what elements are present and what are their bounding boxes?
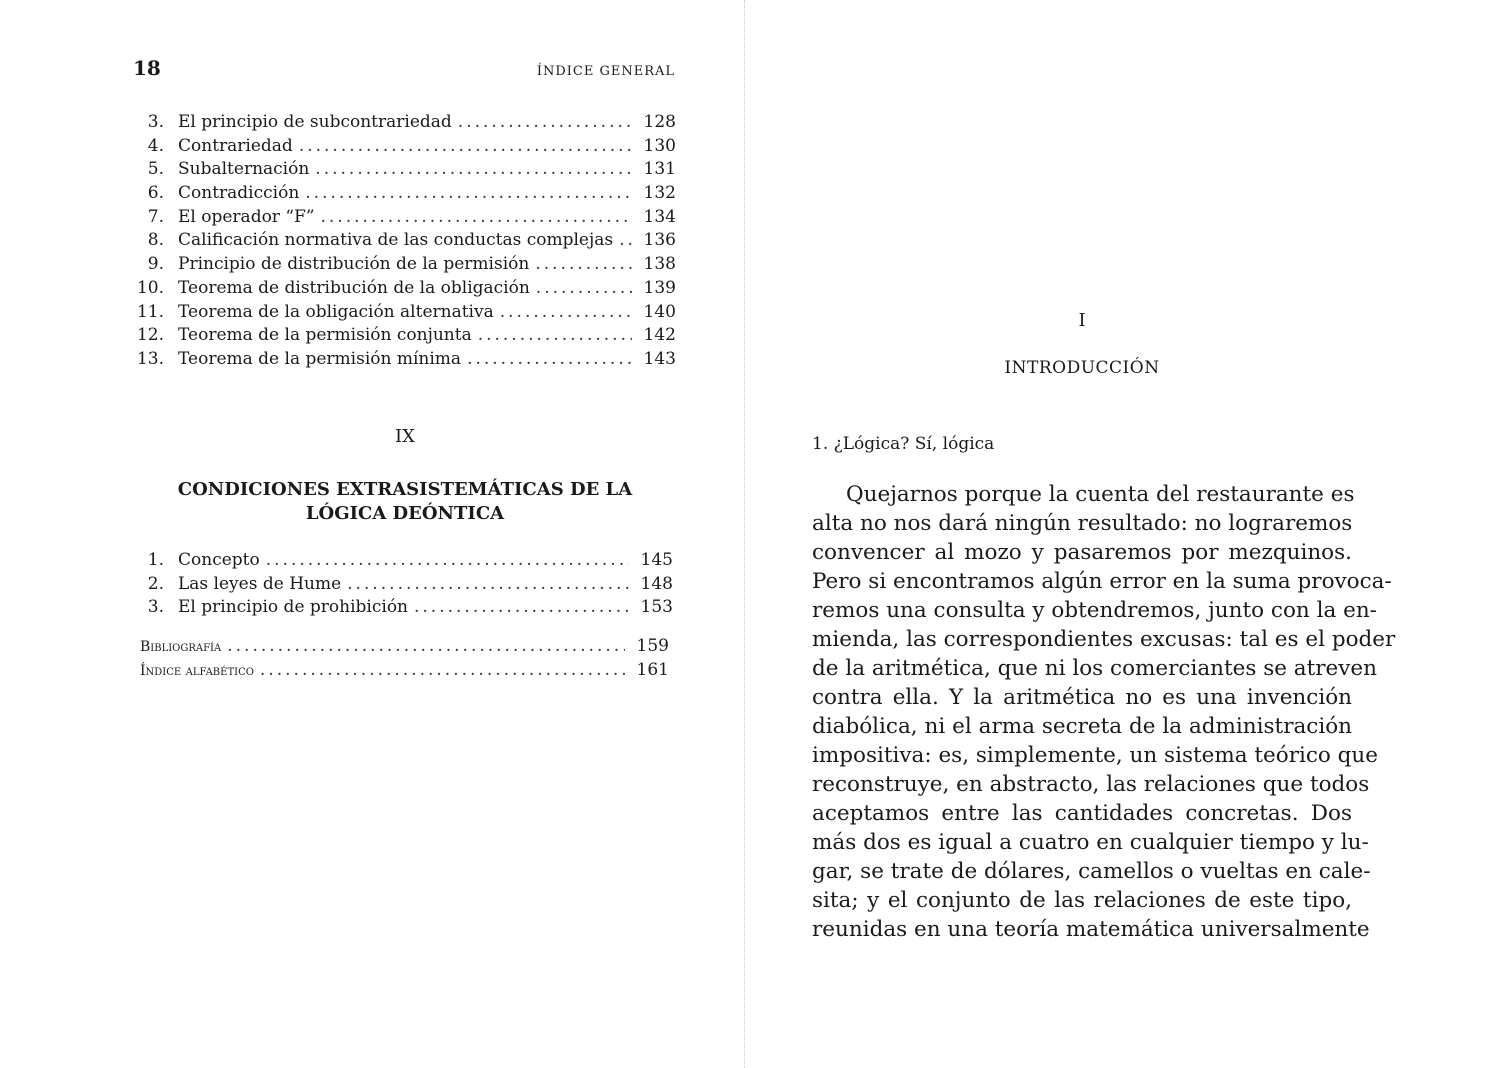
entry-page: 138 — [643, 254, 676, 275]
entry-page: 140 — [643, 301, 676, 322]
entry-number: 3. — [147, 597, 164, 618]
entry-title: Índice alfabético — [140, 662, 254, 679]
entry-title: Las leyes de Hume — [178, 573, 342, 594]
entry-title: Principio de distribución de la permisión — [178, 254, 530, 275]
entry-page: 145 — [640, 550, 673, 570]
paragraph-line: reunidas en una teoría matemática universalmente — [812, 917, 1370, 942]
entry-page: 132 — [643, 183, 676, 204]
entry-title: Bibliografía — [140, 639, 222, 655]
toc-entry — [128, 112, 676, 136]
paragraph-line: convencer al mozo y pasaremos por mezquinos. — [812, 540, 1352, 565]
entry-page: 159 — [636, 636, 669, 656]
entry-number: 5. — [147, 159, 164, 180]
paragraph-line: más dos es igual a cuatro en cualquier tiempo y lu- — [812, 830, 1369, 855]
entry-number: 6. — [147, 183, 164, 204]
paragraph-line: remos una consulta y obtendremos, junto con la en- — [812, 598, 1377, 623]
entry-page: 131 — [643, 159, 676, 180]
entry-title: Concepto — [178, 550, 260, 570]
toc-entry — [128, 136, 676, 160]
dot-leader — [260, 660, 625, 680]
dot-leader — [227, 636, 625, 656]
entry-title: El principio de subcontrariedad — [178, 112, 452, 132]
page-gutter — [744, 0, 745, 1068]
toc-entry — [128, 278, 676, 302]
page-number: 18 — [133, 56, 161, 80]
paragraph-line: mienda, las correspondientes excusas: tal es el poder — [812, 627, 1396, 652]
toc-entry — [128, 550, 673, 574]
toc-entry — [128, 325, 676, 349]
chapter-title-line: CONDICIONES EXTRASISTEMÁTICAS DE LA — [177, 479, 633, 500]
entry-number: 9. — [147, 254, 164, 275]
dot-leader — [266, 550, 629, 570]
entry-title: Teorema de distribución de la obligación — [178, 277, 530, 298]
dot-leader — [458, 112, 632, 132]
toc-entry — [128, 207, 676, 231]
entry-title: Contradicción — [178, 183, 300, 204]
entry-number: 8. — [147, 230, 164, 251]
entry-page: 153 — [640, 597, 673, 618]
paragraph-line: impositiva: es, simplemente, un sistema teórico que — [812, 743, 1379, 768]
entry-page: 134 — [643, 206, 676, 227]
dot-leader — [536, 278, 632, 298]
dot-leader — [414, 597, 629, 617]
entry-page: 128 — [643, 112, 676, 132]
entry-title: Teorema de la permisión conjunta — [178, 325, 472, 346]
entry-number: 4. — [147, 135, 164, 156]
entry-page: 161 — [636, 659, 669, 680]
dot-leader — [535, 254, 632, 274]
chapter-entries — [128, 550, 673, 621]
toc-entry — [128, 230, 676, 254]
chapter-title — [140, 478, 670, 526]
dot-leader — [500, 302, 632, 322]
toc-continued — [128, 112, 676, 373]
right-chapter-title: INTRODUCCIÓN — [1004, 358, 1160, 378]
entry-number: 7. — [147, 206, 164, 227]
dot-leader — [478, 325, 632, 345]
paragraph-line: diabólica, ni el arma secreta de la administración — [812, 714, 1352, 739]
toc-entry — [128, 349, 676, 373]
entry-page: 143 — [643, 348, 676, 369]
toc-entry — [128, 636, 669, 660]
paragraph-line: Quejarnos porque la cuenta del restaurante es — [846, 482, 1355, 507]
entry-title: Teorema de la obligación alternativa — [178, 301, 494, 322]
entry-page: 136 — [643, 230, 676, 251]
entry-number: 11. — [136, 301, 164, 322]
entry-number: 12. — [136, 325, 164, 346]
entry-page: 148 — [640, 573, 673, 594]
paragraph-line: contra ella. Y la aritmética no es una invención — [812, 685, 1352, 710]
paragraph-line: alta no nos dará ningún resultado: no lograremos — [812, 511, 1353, 536]
dot-leader — [619, 230, 632, 250]
dot-leader — [321, 207, 632, 227]
entry-page: 142 — [643, 325, 676, 346]
toc-entry — [128, 183, 676, 207]
toc-entry — [128, 574, 673, 598]
entry-number: 10. — [136, 277, 164, 298]
toc-entry — [128, 660, 669, 684]
section-title: 1. ¿Lógica? Sí, lógica — [812, 434, 995, 454]
entry-title: Teorema de la permisión mínima — [178, 348, 462, 369]
toc-entry — [128, 597, 673, 621]
dot-leader — [347, 574, 629, 594]
entry-number: 1. — [147, 550, 164, 570]
entry-page: 139 — [643, 277, 676, 298]
dot-leader — [315, 159, 632, 179]
entry-title: El operador “F” — [178, 206, 315, 227]
toc-entry — [128, 302, 676, 326]
body-paragraph — [812, 480, 1396, 944]
paragraph-line: reconstruye, en abstracto, las relaciones que todos — [812, 772, 1370, 797]
paragraph-line: sita; y el conjunto de las relaciones de este tipo, — [812, 888, 1352, 913]
paragraph-line: de la aritmética, que ni los comerciantes se atreven — [812, 656, 1377, 681]
toc-entry — [128, 159, 676, 183]
running-head: ÍNDICE GENERAL — [536, 64, 675, 79]
entry-number: 2. — [147, 573, 164, 594]
chapter-title-line: LÓGICA DEÓNTICA — [305, 503, 505, 524]
paragraph-line: Pero si encontramos algún error en la suma provoca- — [812, 569, 1392, 594]
back-matter — [128, 636, 669, 683]
right-chapter-number: I — [1078, 310, 1086, 331]
chapter-number: IX — [395, 426, 415, 447]
entry-title: Subalternación — [178, 159, 310, 180]
entry-title: Contrariedad — [178, 135, 293, 156]
entry-title: Calificación normativa de las conductas complejas — [178, 230, 614, 251]
dot-leader — [299, 136, 632, 156]
paragraph-line: gar, se trate de dólares, camellos o vueltas en cale- — [812, 859, 1371, 884]
entry-page: 130 — [643, 135, 676, 156]
entry-number: 3. — [147, 112, 164, 132]
dot-leader — [467, 349, 632, 369]
dot-leader — [305, 183, 632, 203]
paragraph-line: aceptamos entre las cantidades concretas. Dos — [812, 801, 1352, 826]
entry-title: El principio de prohibición — [178, 597, 408, 618]
entry-number: 13. — [136, 348, 164, 369]
toc-entry — [128, 254, 676, 278]
